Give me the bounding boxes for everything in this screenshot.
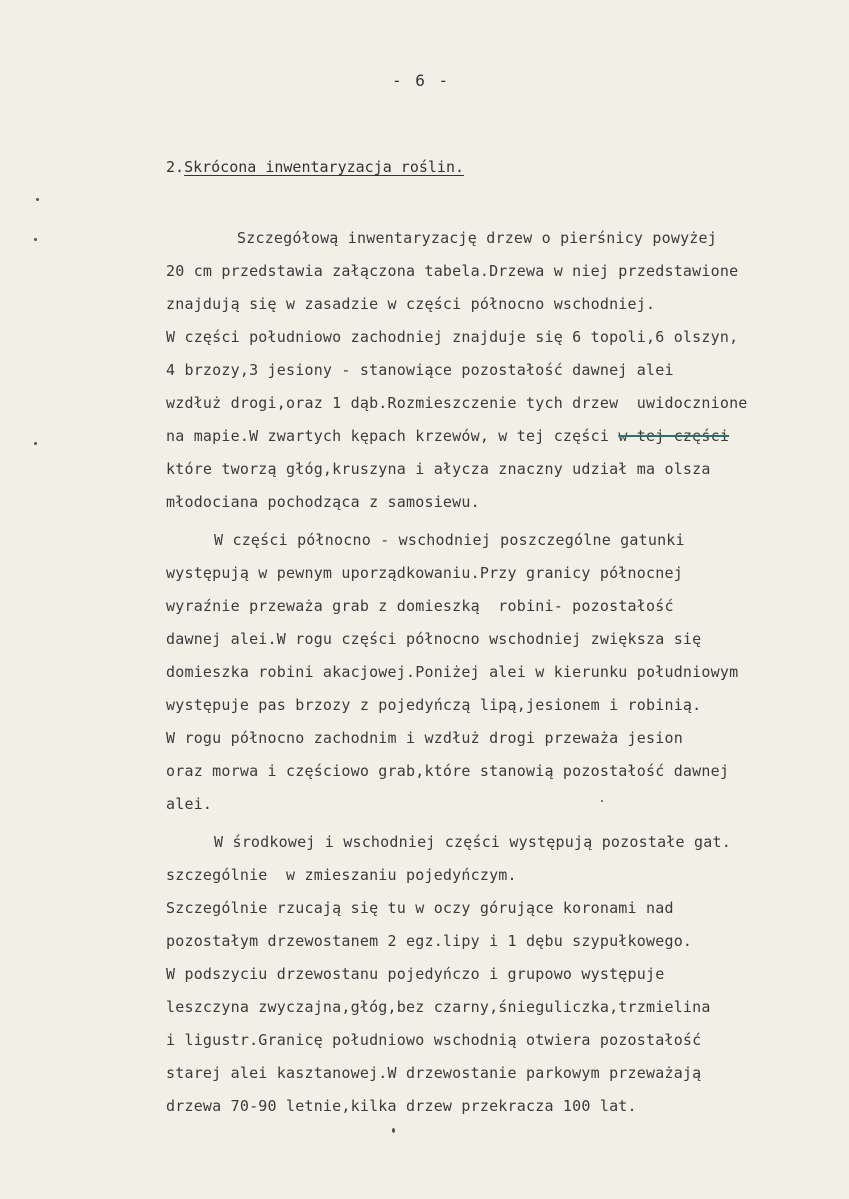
- text-line: pozostałym drzewostanem 2 egz.lipy i 1 dębu szypułkowego.: [166, 932, 693, 950]
- text-line: starej alei kasztanowej.W drzewostanie parkowym przeważają: [166, 1064, 702, 1082]
- text-line: Szczegółową inwentaryzację drzew o pierśnicy powyżej: [237, 229, 717, 247]
- heading-number: 2.: [166, 158, 185, 176]
- text-line: na mapie.W zwartych kępach krzewów, w tej części: [166, 427, 610, 445]
- text-line: Szczególnie rzucają się tu w oczy górujące koronami nad: [166, 899, 674, 917]
- text-line: alei.: [166, 795, 213, 813]
- text-line: drzewa 70-90 letnie,kilka drzew przekracza 100 lat.: [166, 1097, 637, 1115]
- heading-text: Skrócona inwentaryzacja roślin.: [184, 158, 465, 176]
- text-line: i ligustr.Granicę południowo wschodnią otwiera pozostałość: [166, 1031, 702, 1049]
- text-line: wyraźnie przeważa grab z domieszką robini- pozostałość: [166, 597, 674, 615]
- text-line: wzdłuż drogi,oraz 1 dąb.Rozmieszczenie tych drzew uwidocznione: [166, 394, 748, 412]
- text-line: młodociana pochodząca z samosiewu.: [166, 493, 480, 511]
- text-line: dawnej alei.W rogu części północno wschodniej zwiększa się: [166, 630, 702, 648]
- text-line: W rogu północno zachodnim i wzdłuż drogi przeważa jesion: [166, 729, 683, 747]
- text-line: W podszyciu drzewostanu pojedyńczo i grupowo występuje: [166, 965, 665, 983]
- text-line: znajdują się w zasadzie w części północno wschodniej.: [166, 295, 656, 313]
- text-line: oraz morwa i częściowo grab,które stanowią pozostałość dawnej: [166, 762, 730, 780]
- paper-speck: [34, 442, 37, 445]
- text-line: W środkowej i wschodniej części występują pozostałe gat.: [214, 833, 731, 851]
- struck-text: w tej części: [618, 427, 730, 445]
- text-line: szczególnie w zmieszaniu pojedyńczym.: [166, 866, 517, 884]
- paper-speck: [601, 800, 603, 802]
- text-line: 20 cm przedstawia załączona tabela.Drzewa w niej przedstawione: [166, 262, 739, 280]
- paper-speck: [392, 1128, 395, 1133]
- text-line: leszczyna zwyczajna,głóg,bez czarny,śnieguliczka,trzmielina: [166, 998, 711, 1016]
- text-line: domieszka robini akacjowej.Poniżej alei w kierunku południowym: [166, 663, 739, 681]
- paper-speck: [34, 238, 37, 241]
- text-line: 4 brzozy,3 jesiony - stanowiące pozostałość dawnej alei: [166, 361, 674, 379]
- text-line: występuje pas brzozy z pojedyńczą lipą,jesionem i robinią.: [166, 696, 702, 714]
- text-line: które tworzą głóg,kruszyna i ałycza znaczny udział ma olsza: [166, 460, 711, 478]
- paper-speck: [36, 198, 39, 201]
- text-line: W części południowo zachodniej znajduje się 6 topoli,6 olszyn,: [166, 328, 739, 346]
- page-number: - 6 -: [392, 71, 451, 90]
- text-line: występują w pewnym uporządkowaniu.Przy granicy północnej: [166, 564, 683, 582]
- text-line-with-correction: [166, 427, 729, 445]
- text-line: W części północno - wschodniej poszczególne gatunki: [214, 531, 685, 549]
